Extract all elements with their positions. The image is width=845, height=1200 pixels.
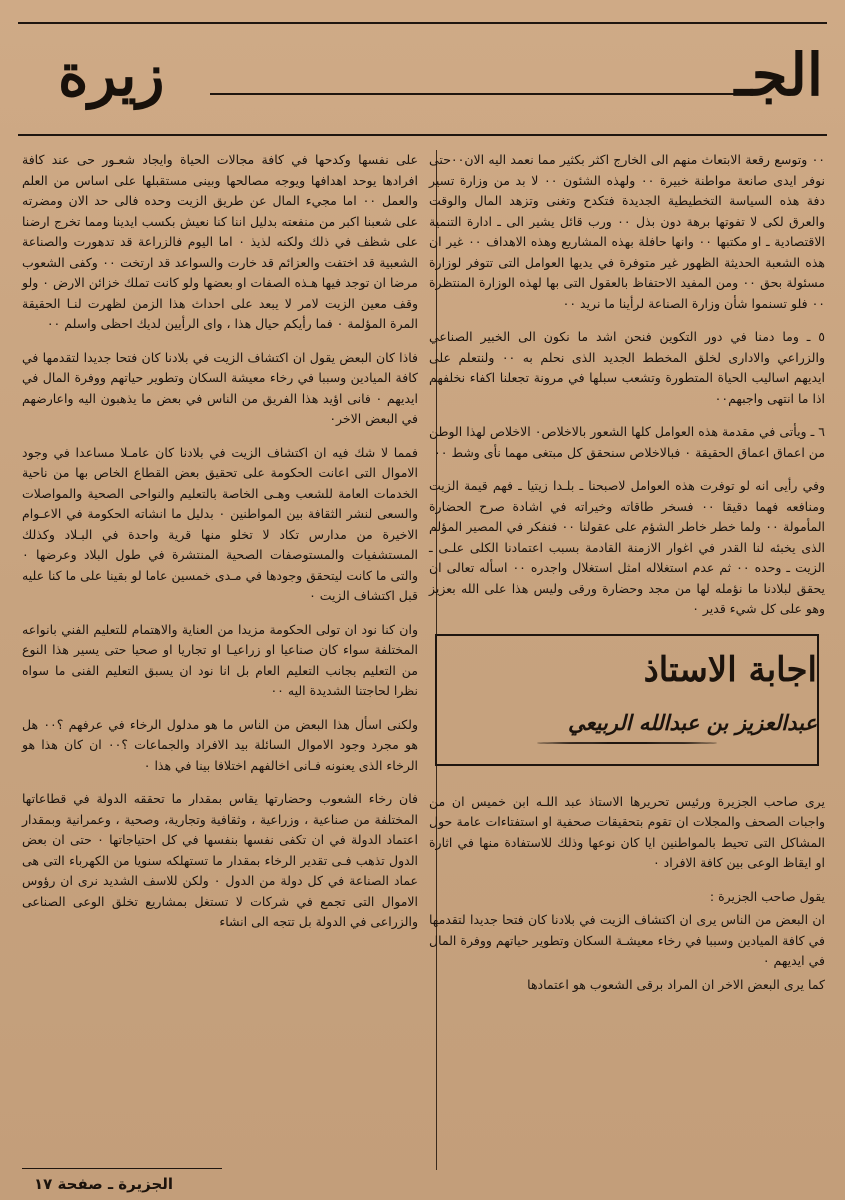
masthead-title-end: زيرة bbox=[58, 41, 165, 109]
right-column bbox=[429, 150, 825, 1008]
right-paragraph-4: وفي رأيى انه لو توفرت هذه العوامل لاصبحنا ـ بلـدا زيتيا ـ فهم قيمة الزيت ومنافعه فهما دقيقا ٠٠ فسخر طاقاته وخيراته في اشادة صرح الحضارة المأمولة ٠٠ ولما خطر خاطر الشؤم على عقولنا ٠٠ فنفكر في المصير المؤلم الذى يخبئه لنا القدر في اغوار الازمنة القادمة بسبب اعتمادنا الكلى علـى ـ الزيت ـ وحده ٠٠ ثم عدم استغلاله امثل استغلال واجدره ٠٠ اسأله تعالى ان يحقق لبلادنا ما نؤمله لها من مجد وحضارة ورقى وليس هذا على الله بعزيز وهو على كل شيء قدير ٠ bbox=[429, 478, 826, 616]
signature-flourish bbox=[537, 742, 717, 744]
footer-rule bbox=[22, 1168, 222, 1169]
left-paragraph-4: وان كنا نود ان تولى الحكومة مزيدا من العناية والاهتمام للتعليم الفني بانواعه المختلفة سواء كان صناعيا او زراعيـا او تجاريا او صحيا حتى يسير هذا النوع من التعليم بجانب التعليم العام بل انا نود ان يسبق التعليم الفنى ما سواه نظرا لحاجتنا الشديدة اليه ٠٠ bbox=[22, 621, 418, 698]
masthead-kashida-line bbox=[210, 93, 735, 95]
left-paragraph-6: فان رخاء الشعوب وحضارتها يقاس بمقدار ما تحققه الدولة في قطاعاتها المختلفة من صناعية ، وزراعية ، وثقافية وتجارية، وصحية ، وعمرانية وبمقدار اعتماد الدولة في ان تكفى نفسها بنفسها في كل احتياجاتها ٠ حتى ان بعض الدول تذهب فـى تقدير الرخاء بمقدار ما تستهلكه سنويا من الكهرباء التى هى عماد الصناعة في كل دولة من الدول ٠ ولكن للاسف الشديد نرى ان رؤوس الاموال التى تجمع في شركات لا تستغل بمشاريع تخلق الوعى الصناعى والزراعى في الدولة بل تتجه الى انشاء bbox=[22, 791, 418, 929]
left-paragraph-3: فمما لا شك فيه ان اكتشاف الزيت في بلادنا كان عامـلا مساعدا في وجود الاموال التى اعانت الحكومة على تحقيق بعض القطاع الخاص بها من ناحية الخدمات العامة للشعب وهـى الخاصة بالتعليم والنواحى الصحية والمواصلات والسعى لنشر الثقافة بين المواطنين ٠ بدليل ما انشاته الحكومة في الاعـوام الاخيرة من مدارس تكاد لا تخلو منها قرية واحدة في البـلاد وكذلك المستشفيات والمستوصفات الصحية المنتشرة في طول البلاد وعرضها ٠ والتى ما كانت ليتحقق وجودها في مـدى خمسين عاما لو بقينا على ما كنا عليه قبل اكتشاف الزيت ٠ bbox=[22, 444, 418, 603]
masthead-top-rule bbox=[18, 22, 827, 24]
left-paragraph-1: على نفسها وكدحها في كافة مجالات الحياة وايجاد شعـور حى عند كافة افرادها يوحد اهدافها ويوجه مصالحها وبينى مستقبلها على اساس من العلم والعمل ٠٠ اما مجيء المال عن طريق الزيت وحده فالى حد الان ومضرته على شعبنا اكبر من منفعته بدليل اننا كنا نعيش بكسب ايدينا ومما تخرج ارضنا على شظف في ذلك ولكنه لذيذ ٠ اما اليوم فالزراعة قد تدهورت والصناعة الشعبية قد اختفت والعزائم قد خارت والسواعد قد ارتخت ٠٠ وكفى الشعوب مرضا ان توجد فيها هـذه الصفات او بعضها ولو كانت تملك خزائن الارض ٠ ولو وقف معين الزيت لامر لا يبعد على احداث هذا الزمن لظهرت لنـا الحقيقة المرة المؤلمة ٠ فما رأيكم حيال هذا ، وای الرأيين لديك احظى واسلم ٠٠ bbox=[22, 152, 419, 331]
left-column bbox=[22, 150, 418, 946]
page-footer: الجزيرة ـ صفحة ١٧ bbox=[34, 1175, 174, 1193]
right-paragraph-5: يرى صاحب الجزيرة ورئيس تحريرها الاستاذ عبد اللـه ابن خميس ان من واجبات الصحف والمجلات ان تقوم بتحقيقات صحفية او استفتاءات عامة حول المشاكل التى تحيط بالمواطنين ايا كان نوعها وذلك للاستفادة منها في اثارة او ايقاظ الوعى بين كافة الافراد ٠ bbox=[429, 793, 825, 870]
left-paragraph-2: فاذا كان البعض يقول ان اكتشاف الزيت في بلادنا كان فتحا جديدا لتقدمها في كافة الميادين وسببا في رخاء معيشة السكان وتطوير حياتهم ووفرة المال في ايديهم ٠ فانى اؤيد هذا الفريق من الناس في بعض ما يذهبون اليه واعارضهم في البعض الاخر٠ bbox=[22, 349, 418, 426]
answer-box-title: اجابة الاستاذ bbox=[643, 649, 817, 690]
right-paragraph-7: ان البعض من الناس يرى ان اكتشاف الزيت في بلادنا كان فتحا جديدا لتقدمها في كافة الميادين وسببا في رخاء معيشـة السكان وتطوير حياتهم ووفرة المال في ايديهم ٠ bbox=[429, 912, 825, 968]
right-paragraph-3: ٦ ـ ويأتى في مقدمة هذه العوامل كلها الشعور بالاخلاص٠ الاخلاص لهذا الوطن من اعماق اعماق الحقيقة ٠ فبالاخلاص سنحقق كل مبتغى مهما نأى وشط ٠٠ bbox=[429, 424, 825, 460]
right-paragraph-6: يقول صاحب الجزيرة : bbox=[709, 888, 825, 904]
masthead-title-start: الجـ bbox=[734, 41, 823, 109]
right-paragraph-8: كما يرى البعض الاخر ان المراد برقى الشعوب هو اعتمادها bbox=[527, 976, 825, 992]
masthead-bottom-rule bbox=[18, 134, 827, 136]
left-paragraph-5: ولكنى اسأل هذا البعض من الناس ما هو مدلول الرخاء في عرفهم ؟٠٠ هل هو مجرد وجود الاموال السائلة بيد الافراد والجماعات ؟٠٠ ان كان هذا هو الرخاء الذى يعنونه فـانى اخالفهم اختلافا بينا في هذا ٠ bbox=[22, 716, 418, 773]
author-signature: عبدالعزيز بن عبدالله الربيعي bbox=[567, 709, 817, 735]
answer-box bbox=[435, 634, 819, 766]
right-paragraph-2: ٥ ـ وما دمنا في دور التكوين فنحن اشد ما نكون الى الخبير الصناعي والزراعي والادارى لخلق المخطط الجديد الذى نحلم به ٠٠ ولنتعلم على ايديهم اساليب الحياة المتطورة وتشعب سبلها في مرونة تجعلنا اكفاء نخلفهم اذا ما انتهى واجبهم٠٠ bbox=[429, 329, 825, 406]
right-paragraph-1: ٠٠ وتوسع رقعة الابتعاث منهم الى الخارج اكثر بكثير مما نعمد اليه الان٠٠حتى نوفر ايدى صانعة مواطنة خبيرة ٠٠ ولهذه الشئون ٠٠ لا بد من وزارة تسير دفة هذه السياسة التخطيطية الجديدة فتكدح وتغنى وتزهد المال والوقت والعرق لكى لا تفوتها برهة دون بذل ٠٠ ورب قائل يشير الى ـ ادارة التنمية الاقتصادية ـ او مكتبها ٠٠ وانها حافلة بهذه المشاريع وهذه الاهداف ٠٠ غير ان هذه الشعبة الحديثة الظهور غير متوفرة في يديها العوامل التى تتوفر لوزارة مسئولة بحق ٠٠ ومن المفيد الاحتفاظ بالعقول التى بها لهذه الوزارة المنتظرة ٠٠ فلو تسنموا شأن وزارة الصناعة لرأينا ما نريد ٠٠ bbox=[429, 152, 826, 311]
